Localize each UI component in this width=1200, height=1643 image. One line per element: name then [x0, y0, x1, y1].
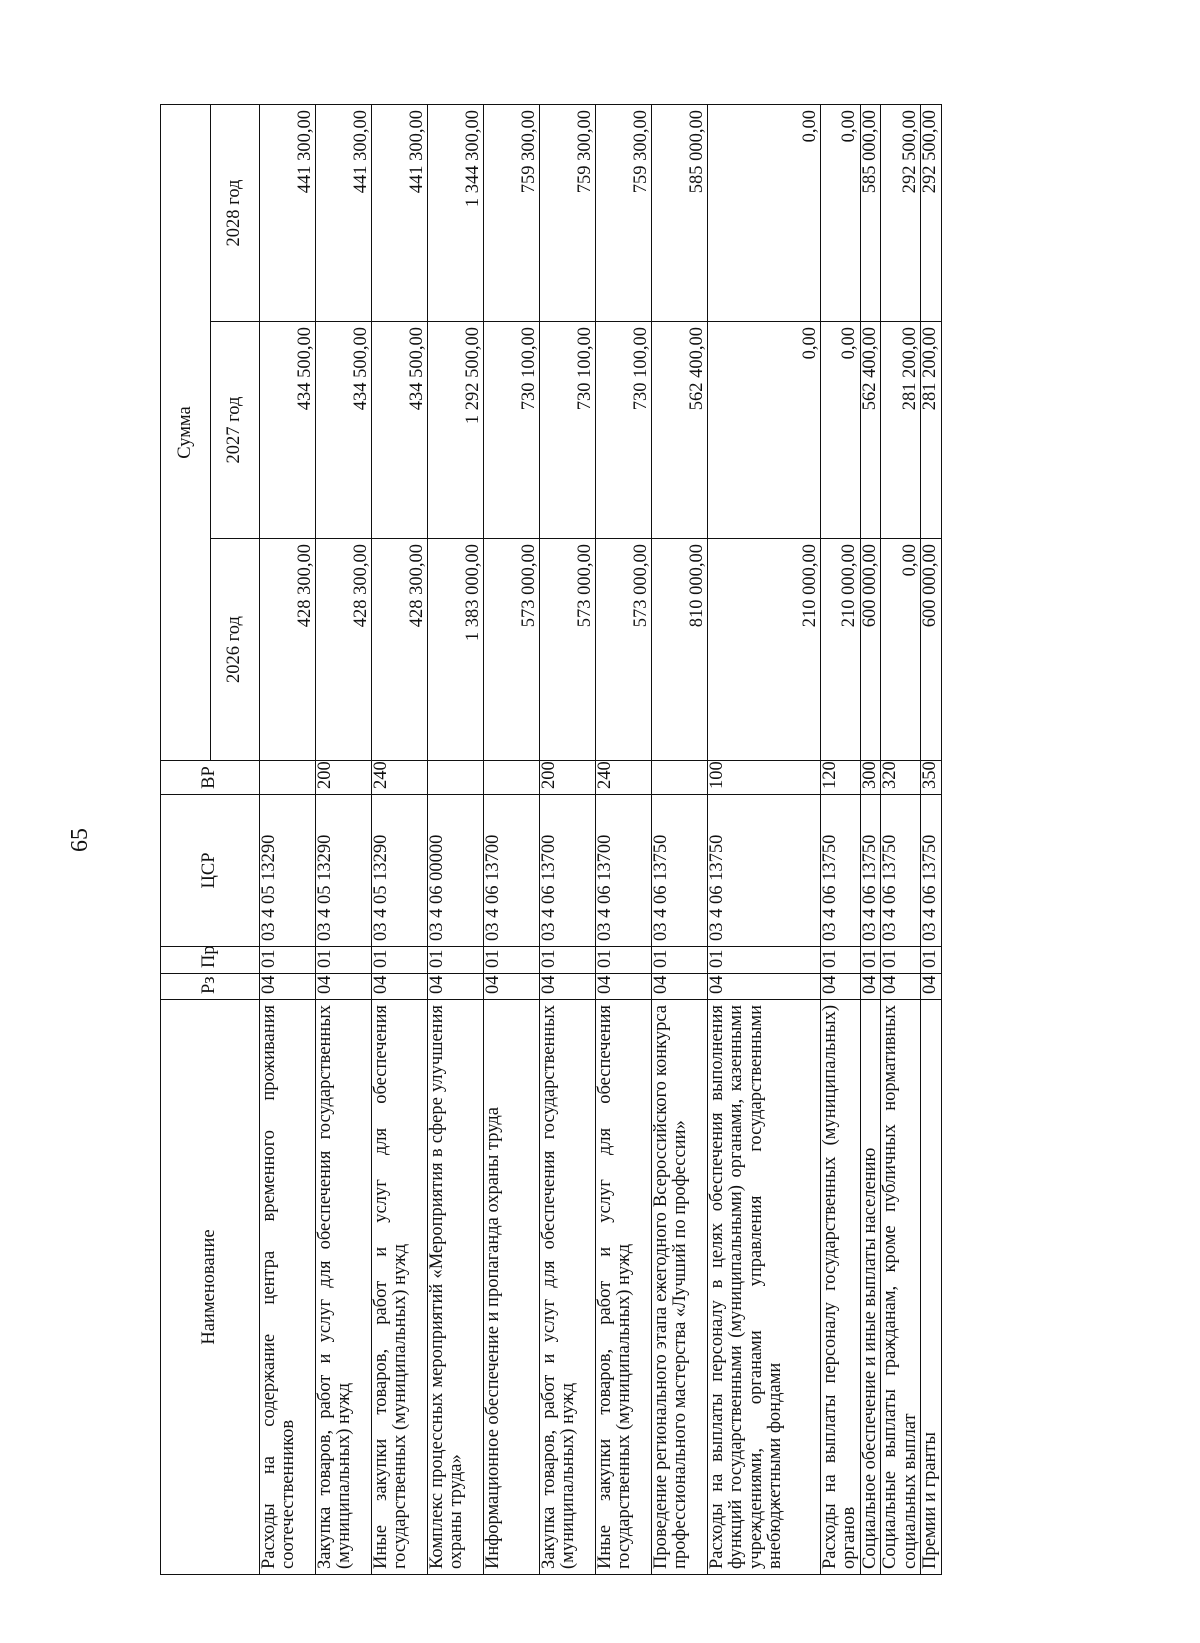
cell-csr: 03 4 06 13750: [921, 795, 941, 947]
cell-vr: 200: [316, 761, 372, 795]
column-header-rz: Рз: [161, 974, 260, 1000]
cell-2027: 562 400,00: [860, 322, 880, 539]
cell-pr: 01: [921, 947, 941, 974]
cell-2028: 441 300,00: [372, 104, 428, 321]
cell-2028: 292 500,00: [881, 104, 921, 321]
cell-2026: 428 300,00: [316, 539, 372, 761]
cell-vr: [260, 761, 316, 795]
cell-2026: 573 000,00: [484, 539, 540, 761]
cell-name: Премии и гранты: [921, 1000, 941, 1575]
cell-vr: 120: [821, 761, 861, 795]
cell-vr: 320: [881, 761, 921, 795]
column-header-vr: ВР: [161, 761, 260, 795]
cell-name: Комплекс процессных мероприятий «Мероприятия в сфере улучшения охраны труда»: [428, 1000, 484, 1575]
cell-2026: 428 300,00: [260, 539, 316, 761]
cell-2027: 562 400,00: [652, 322, 708, 539]
column-header-pr: Пр: [161, 947, 260, 974]
cell-pr: 01: [428, 947, 484, 974]
cell-pr: 01: [316, 947, 372, 974]
column-header-name: Наименование: [161, 1000, 260, 1575]
cell-2028: 0,00: [708, 104, 821, 321]
column-header-csr: ЦСР: [161, 795, 260, 947]
cell-rz: 04: [652, 974, 708, 1000]
cell-vr: 240: [596, 761, 652, 795]
cell-2028: 585 000,00: [652, 104, 708, 321]
cell-name: Иные закупки товаров, работ и услуг для обеспечения государственных (муниципальных) нужд: [596, 1000, 652, 1575]
cell-csr: 03 4 06 13750: [860, 795, 880, 947]
cell-pr: 01: [484, 947, 540, 974]
cell-csr: 03 4 05 13290: [316, 795, 372, 947]
cell-2027: 434 500,00: [372, 322, 428, 539]
table-row: [316, 104, 372, 1574]
cell-name: Информационное обеспечение и пропаганда охраны труда: [484, 1000, 540, 1575]
cell-pr: 01: [260, 947, 316, 974]
cell-2027: 281 200,00: [921, 322, 941, 539]
cell-pr: 01: [860, 947, 880, 974]
cell-name: Расходы на выплаты персоналу государственных (муниципальных) органов: [821, 1000, 861, 1575]
column-header-2026: 2026 год: [210, 539, 260, 761]
cell-vr: 350: [921, 761, 941, 795]
cell-name: Расходы на содержание центра временного проживания соотечественников: [260, 1000, 316, 1575]
cell-vr: [652, 761, 708, 795]
cell-csr: 03 4 06 13700: [540, 795, 596, 947]
cell-2027: 730 100,00: [540, 322, 596, 539]
table-row: [708, 104, 821, 1574]
cell-csr: 03 4 06 13700: [484, 795, 540, 947]
cell-rz: 04: [484, 974, 540, 1000]
cell-2026: 573 000,00: [596, 539, 652, 761]
cell-csr: 03 4 06 13750: [821, 795, 861, 947]
cell-2027: 730 100,00: [596, 322, 652, 539]
cell-rz: 04: [596, 974, 652, 1000]
budget-table: [160, 104, 942, 1575]
cell-2028: 292 500,00: [921, 104, 941, 321]
table-row: [484, 104, 540, 1574]
cell-pr: 01: [596, 947, 652, 974]
cell-csr: 03 4 05 13290: [260, 795, 316, 947]
cell-pr: 01: [708, 947, 821, 974]
cell-vr: 200: [540, 761, 596, 795]
table-row: [821, 104, 861, 1574]
table-row: [428, 104, 484, 1574]
cell-2027: 730 100,00: [484, 322, 540, 539]
cell-rz: 04: [540, 974, 596, 1000]
cell-name: Социальное обеспечение и иные выплаты населению: [860, 1000, 880, 1575]
cell-pr: 01: [540, 947, 596, 974]
cell-2026: 600 000,00: [860, 539, 880, 761]
page-number: 65: [67, 828, 93, 852]
table-row: [260, 104, 316, 1574]
cell-2026: 0,00: [881, 539, 921, 761]
table-header-row: [161, 104, 211, 1574]
cell-rz: 04: [428, 974, 484, 1000]
table-row: [921, 104, 941, 1574]
cell-2028: 0,00: [821, 104, 861, 321]
cell-2027: 0,00: [821, 322, 861, 539]
cell-vr: [484, 761, 540, 795]
cell-2026: 810 000,00: [652, 539, 708, 761]
cell-2028: 759 300,00: [540, 104, 596, 321]
cell-csr: 03 4 06 00000: [428, 795, 484, 947]
cell-rz: 04: [821, 974, 861, 1000]
cell-vr: [428, 761, 484, 795]
cell-2027: 434 500,00: [260, 322, 316, 539]
cell-2026: 573 000,00: [540, 539, 596, 761]
cell-2027: 281 200,00: [881, 322, 921, 539]
table-row: [860, 104, 880, 1574]
cell-name: Расходы на выплаты персоналу в целях обеспечения выполнения функций государственными (муниципальными) органами, казенными учреждениями, органами управления государственными внебюджетными фондами: [708, 1000, 821, 1575]
cell-csr: 03 4 06 13750: [652, 795, 708, 947]
cell-csr: 03 4 06 13750: [881, 795, 921, 947]
cell-2026: 600 000,00: [921, 539, 941, 761]
column-header-sum: Сумма: [161, 104, 211, 760]
cell-rz: 04: [881, 974, 921, 1000]
table-row: [596, 104, 652, 1574]
cell-rz: 04: [316, 974, 372, 1000]
cell-pr: 01: [821, 947, 861, 974]
cell-2027: 434 500,00: [316, 322, 372, 539]
cell-rz: 04: [860, 974, 880, 1000]
cell-2028: 585 000,00: [860, 104, 880, 321]
column-header-2028: 2028 год: [210, 104, 260, 321]
cell-2027: 1 292 500,00: [428, 322, 484, 539]
table-row: [881, 104, 921, 1574]
table-row: [372, 104, 428, 1574]
cell-vr: 300: [860, 761, 880, 795]
cell-2028: 441 300,00: [316, 104, 372, 321]
cell-2027: 0,00: [708, 322, 821, 539]
cell-2026: 210 000,00: [821, 539, 861, 761]
cell-2026: 210 000,00: [708, 539, 821, 761]
cell-name: Иные закупки товаров, работ и услуг для обеспечения государственных (муниципальных) нужд: [372, 1000, 428, 1575]
cell-2026: 1 383 000,00: [428, 539, 484, 761]
table-row: [652, 104, 708, 1574]
cell-csr: 03 4 05 13290: [372, 795, 428, 947]
cell-name: Закупка товаров, работ и услуг для обеспечения государственных (муниципальных) нужд: [316, 1000, 372, 1575]
cell-2028: 1 344 300,00: [428, 104, 484, 321]
cell-name: Проведение регионального этапа ежегодного Всероссийского конкурса профессионального мастерства «Лучший по профессии»: [652, 1000, 708, 1575]
cell-2026: 428 300,00: [372, 539, 428, 761]
column-header-2027: 2027 год: [210, 322, 260, 539]
cell-name: Социальные выплаты гражданам, кроме публичных нормативных социальных выплат: [881, 1000, 921, 1575]
cell-csr: 03 4 06 13700: [596, 795, 652, 947]
cell-rz: 04: [921, 974, 941, 1000]
cell-vr: 100: [708, 761, 821, 795]
cell-rz: 04: [260, 974, 316, 1000]
cell-rz: 04: [708, 974, 821, 1000]
cell-name: Закупка товаров, работ и услуг для обеспечения государственных (муниципальных) нужд: [540, 1000, 596, 1575]
cell-rz: 04: [372, 974, 428, 1000]
table-row: [540, 104, 596, 1574]
cell-2028: 441 300,00: [260, 104, 316, 321]
table-container: [160, 105, 1000, 1575]
cell-pr: 01: [881, 947, 921, 974]
cell-vr: 240: [372, 761, 428, 795]
cell-2028: 759 300,00: [596, 104, 652, 321]
cell-2028: 759 300,00: [484, 104, 540, 321]
cell-csr: 03 4 06 13750: [708, 795, 821, 947]
cell-pr: 01: [652, 947, 708, 974]
cell-pr: 01: [372, 947, 428, 974]
